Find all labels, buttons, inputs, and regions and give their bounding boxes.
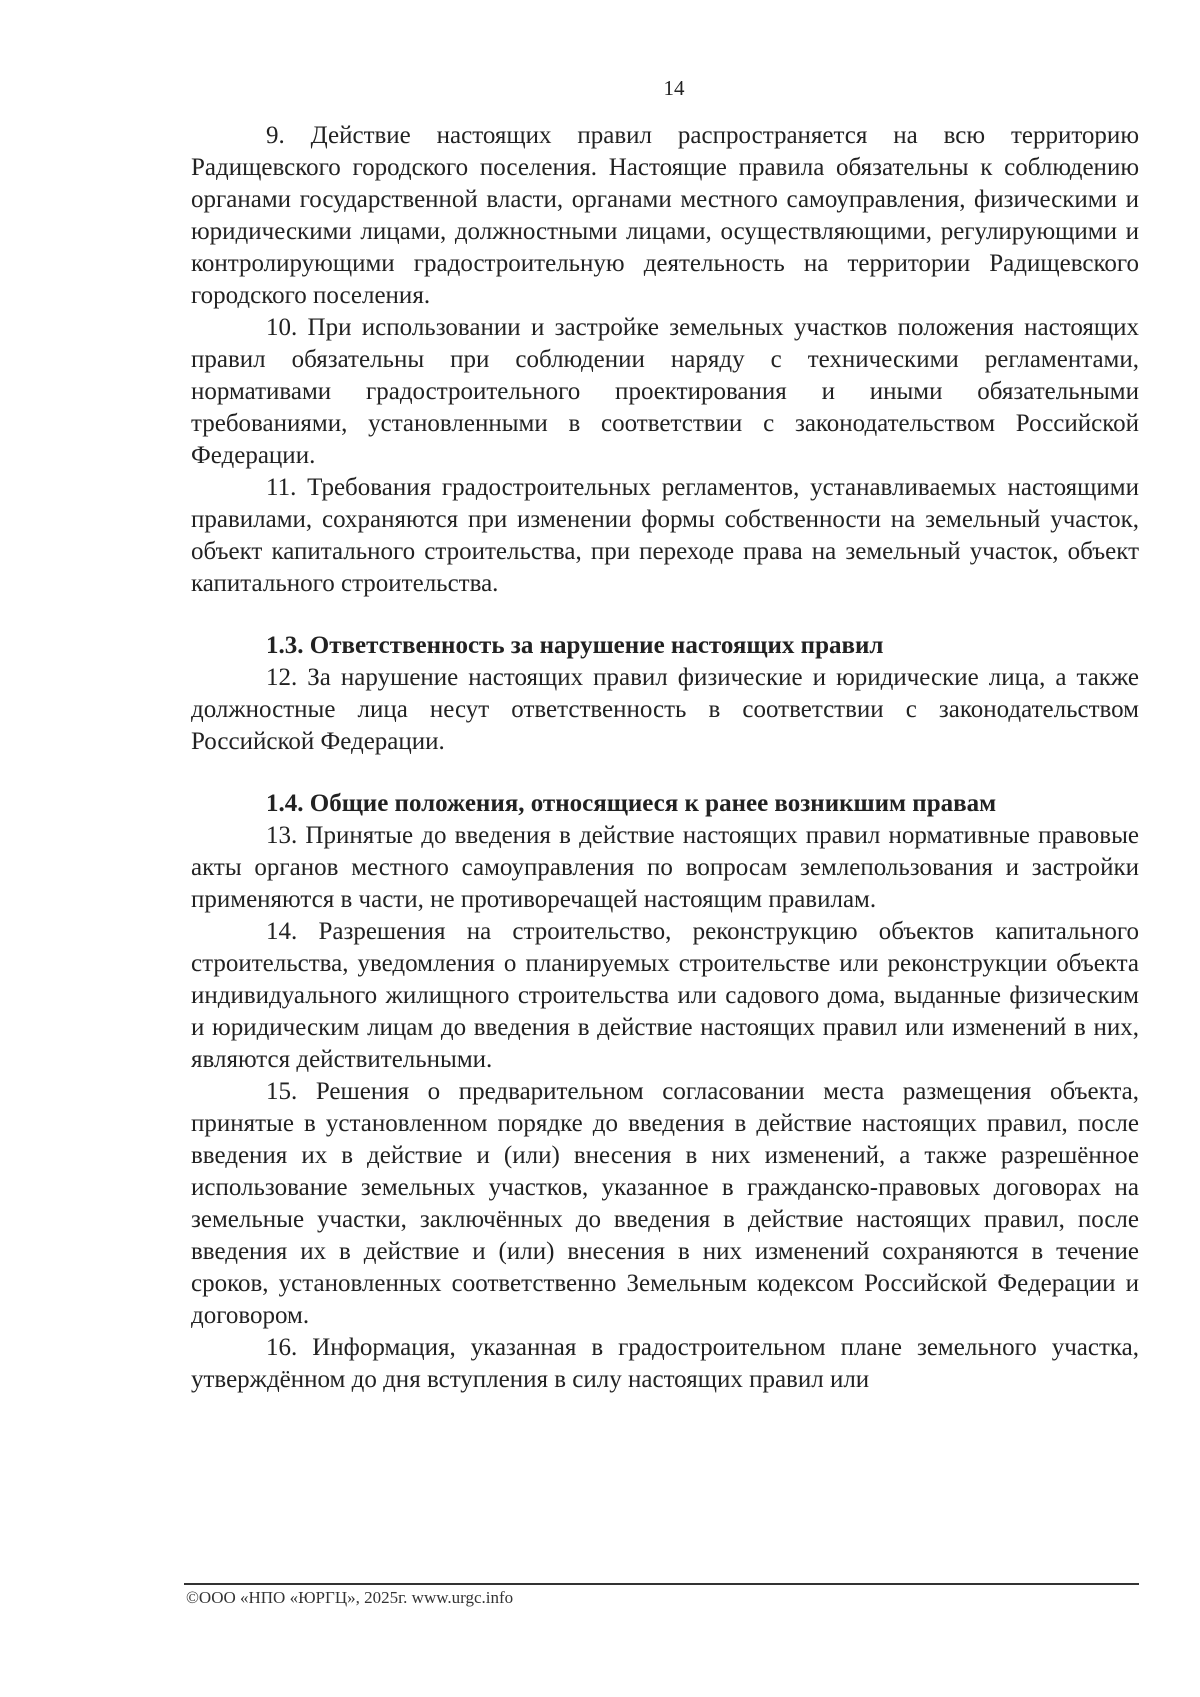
paragraph-13: 13. Принятые до введения в действие настоящих правил нормативные правовые акты органов местного самоуправления по вопросам землепользования и застройки применяются в части, не противоречащей настоящим правилам. xyxy=(191,822,1139,913)
section-heading-1-3: 1.3. Ответственность за нарушение настоящих правил xyxy=(266,632,884,659)
document-body xyxy=(191,120,1139,1396)
paragraph-12: 12. За нарушение настоящих правил физические и юридические лица, а также должностные лица несут ответственность в соответствии с законодательством Российской Федерации. xyxy=(191,664,1139,755)
footer-copyright: ©ООО «НПО «ЮРГЦ», 2025г. www.urgc.info xyxy=(186,1588,514,1607)
footer-divider xyxy=(184,1583,1139,1585)
section-heading-1-4: 1.4. Общие положения, относящиеся к ранее возникшим правам xyxy=(266,790,997,817)
paragraph-10: 10. При использовании и застройке земельных участков положения настоящих правил обязательны при соблюдении наряду с техническими регламентами, нормативами градостроительного проектирования и иными обязательными требованиями, установленными в соответствии с законодательством Российской Федерации. xyxy=(191,314,1139,469)
page-number: 14 xyxy=(663,76,685,100)
paragraph-9: 9. Действие настоящих правил распространяется на всю территорию Радищевского городского поселения. Настоящие правила обязательны к соблюдению органами государственной власти, органами местного самоуправления, физическими и юридическими лицами, должностными лицами, осуществляющими, регулирующими и контролирующими градостроительную деятельность на территории Радищевского городского поселения. xyxy=(191,122,1139,309)
paragraph-15: 15. Решения о предварительном согласовании места размещения объекта, принятые в установленном порядке до введения в действие настоящих правил, после введения их в действие и (или) внесения в них изменений, а также разрешённое использование земельных участков, указанное в гражданско-правовых договорах на земельные участки, заключённых до введения в действие настоящих правил, после введения их в действие и (или) внесения в них изменений сохраняются в течение сроков, установленных соответственно Земельным кодексом Российской Федерации и договором. xyxy=(191,1078,1139,1329)
paragraph-16: 16. Информация, указанная в градостроительном плане земельного участка, утверждённом до дня вступления в силу настоящих правил или xyxy=(191,1334,1139,1393)
paragraph-14: 14. Разрешения на строительство, реконструкцию объектов капитального строительства, уведомления о планируемых строительстве или реконструкции объекта индивидуального жилищного строительства или садового дома, выданные физическим и юридическим лицам до введения в действие настоящих правил или изменений в них, являются действительными. xyxy=(191,918,1139,1073)
paragraph-11: 11. Требования градостроительных регламентов, устанавливаемых настоящими правилами, сохраняются при изменении формы собственности на земельный участок, объект капитального строительства, при переходе права на земельный участок, объект капитального строительства. xyxy=(191,474,1139,597)
